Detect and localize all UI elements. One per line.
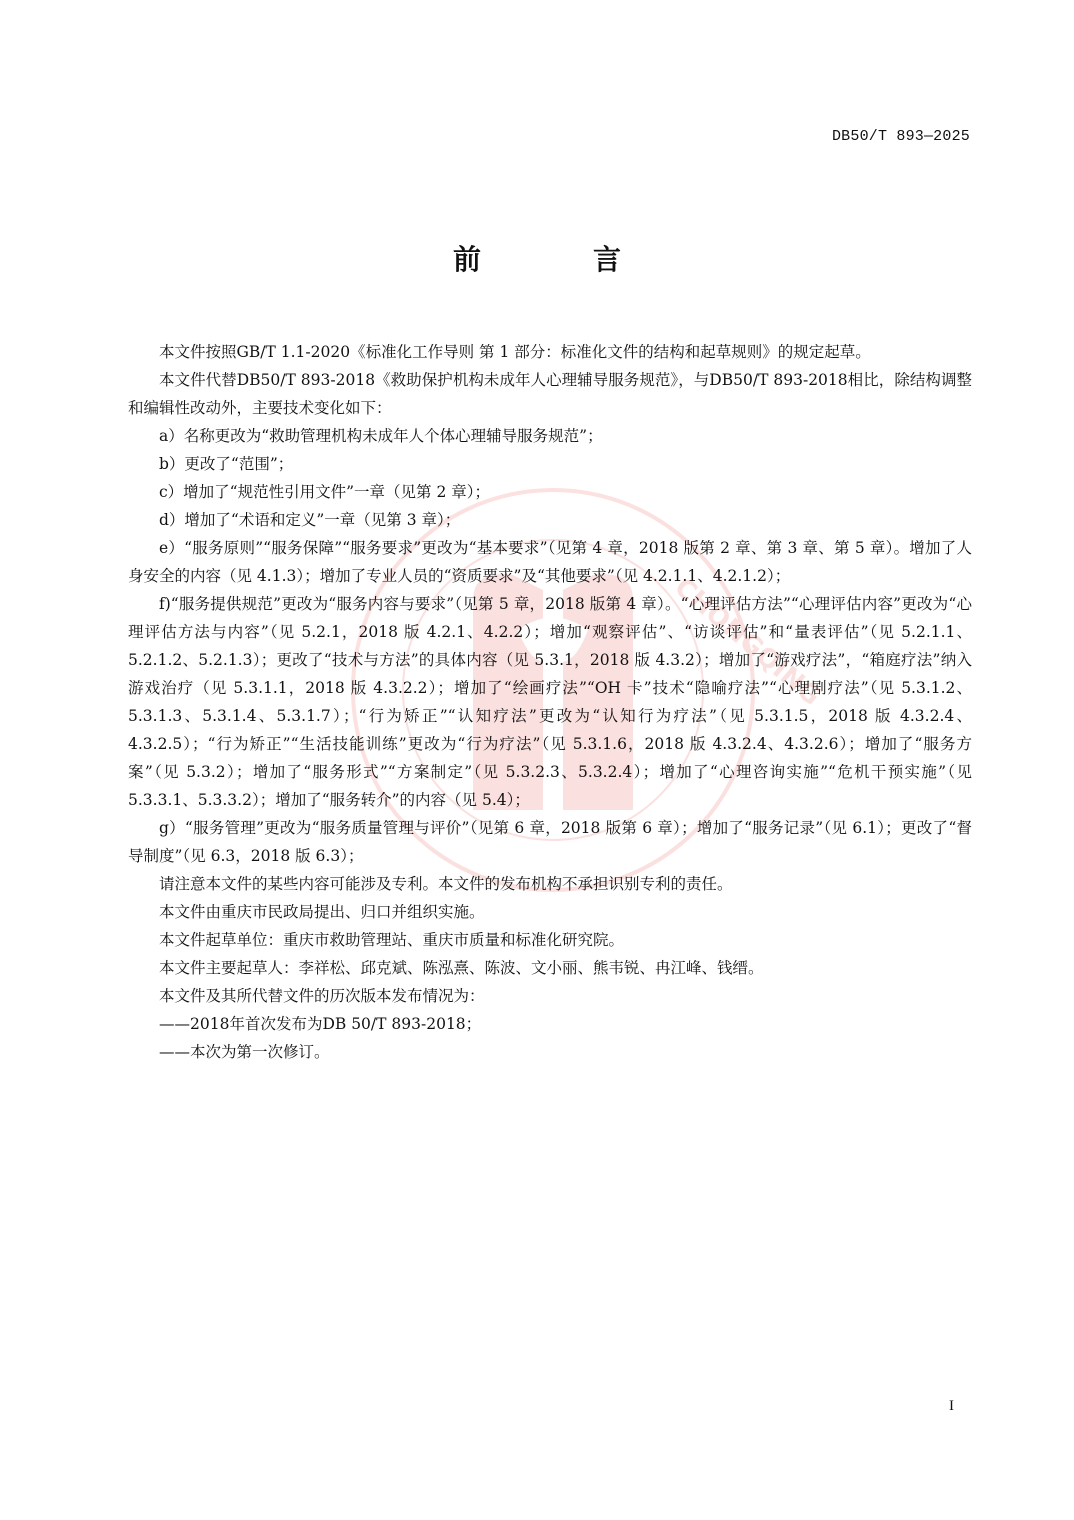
paragraph: 本文件及其所代替文件的历次版本发布情况为： <box>159 987 485 1005</box>
paragraph: 本文件由重庆市民政局提出、归口并组织实施。 <box>159 903 485 921</box>
paragraph: 本文件起草单位：重庆市救助管理站、重庆市质量和标准化研究院。 <box>159 931 625 949</box>
list-item: g）“服务管理”更改为“服务质量管理与评价”（见第 6 章，2018 版第 6 章）；增加了“服务记录”（见 6.1）；更改了“督导制度”（见 6.3，2018 版 6.3）； <box>128 819 972 865</box>
list-item: f)“服务提供规范”更改为“服务内容与要求”（见第 5 章，2018 版第 4 章）。“心理评估方法”“心理评估内容”更改为“心理评估方法与内容”（见 5.2.1，2018 版 4.2.1、4.2.2）；增加“观察评估”、“访谈评估”和“量表评估”（见 5.2.1.1、5.2.1.2、5.2.1.3）；更改了“技术与方法”的具体内容（见 5.3.1，2018 版 4.3.2）；增加了“游戏疗法”，“箱庭疗法”纳入游戏治疗（见 5.3.1.1，2018 版 4.3.2.2）；增加了“绘画疗法”“OH 卡”技术“隐喻疗法”“心理剧疗法”（见 5.3.1.2、5.3.1.3、5.3.1.4、5.3.1.7）；“行为矫正”“认知疗法”更改为“认知行为疗法”（见 5.3.1.5，2018 版 4.3.2.4、4.3.2.5）；“行为矫正”“生活技能训练”更改为“行为疗法”（见 5.3.1.6，2018 版 4.3.2.4、4.3.2.6）；增加了“服务方案”（见 5.3.2）；增加了“服务形式”“方案制定”（见 5.3.2.3、5.3.2.4）；增加了“心理咨询实施”“危机干预实施”（见 5.3.3.1、5.3.3.2）；增加了“服务转介”的内容（见 5.4）； <box>128 595 972 809</box>
list-item: ——2018年首次发布为DB 50/T 893-2018； <box>159 1015 482 1033</box>
watermark-text: CHONGQING <box>668 572 827 712</box>
list-item: a）名称更改为“救助管理机构未成年人个体心理辅导服务规范”； <box>159 427 603 445</box>
list-item: e）“服务原则”“服务保障”“服务要求”更改为“基本要求”（见第 4 章，2018 版第 2 章、第 3 章、第 5 章）。增加了人身安全的内容（见 4.1.3）；增加了专业人员的“资质要求”及“其他要求”（见 4.2.1.1、4.2.1.2）； <box>128 539 972 585</box>
list-item: d）增加了“术语和定义”一章（见第 3 章）； <box>159 511 461 529</box>
page-title: 前 言 <box>452 243 663 276</box>
page-number: I <box>949 1398 954 1414</box>
list-item: b）更改了“范围”； <box>159 455 294 473</box>
paragraph: 本文件代替DB50/T 893-2018《救助保护机构未成年人心理辅导服务规范》，与DB50/T 893-2018相比，除结构调整和编辑性改动外，主要技术变化如下： <box>128 371 972 417</box>
paragraph: 请注意本文件的某些内容可能涉及专利。本文件的发布机构不承担识别专利的责任。 <box>159 875 733 893</box>
document-code: DB50/T 893—2025 <box>831 128 970 145</box>
paragraph: 本文件按照GB/T 1.1-2020《标准化工作导则 第 1 部分：标准化文件的结构和起草规则》的规定起草。 <box>159 343 871 361</box>
foreword-body <box>128 338 972 1066</box>
list-item: ——本次为第一次修订。 <box>159 1043 330 1061</box>
paragraph: 本文件主要起草人：李祥松、邱克斌、陈泓熹、陈波、文小丽、熊韦锐、冉江峰、钱缙。 <box>159 959 764 977</box>
list-item: c）增加了“规范性引用文件”一章（见第 2 章）； <box>159 483 490 501</box>
